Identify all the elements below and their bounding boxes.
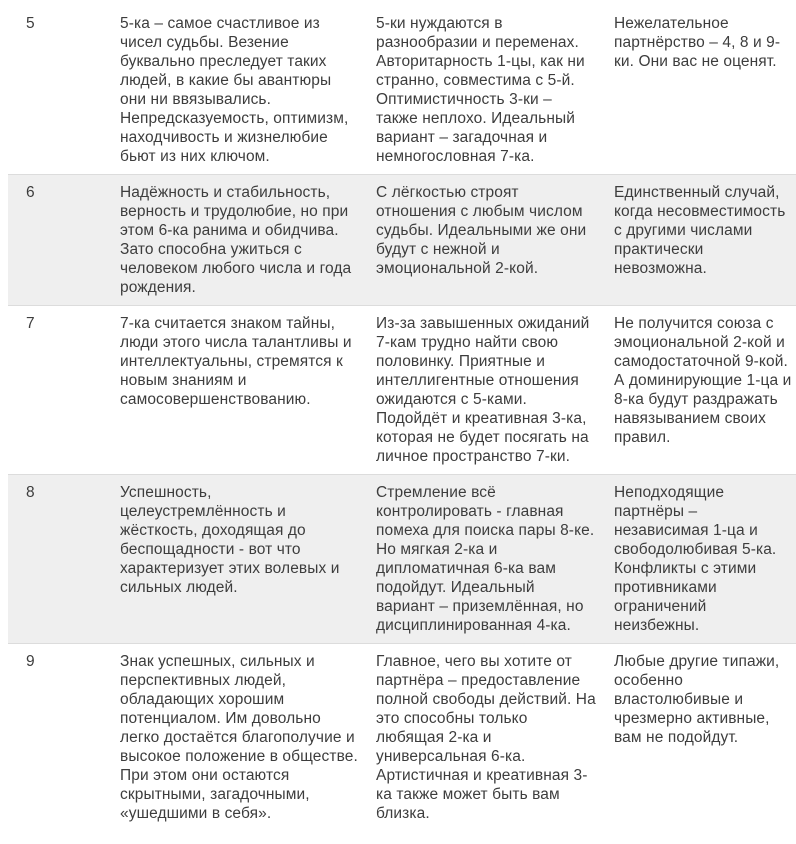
incompatibility-cell [604,644,796,832]
destiny-number-cell [8,644,100,832]
description-cell [100,175,366,306]
numerology-compatibility-table [8,6,796,831]
description-cell [100,475,366,644]
description-cell [100,6,366,175]
table-row-8 [8,475,796,644]
description-text: Успешность, целеустремлённость и жёсткость, доходящая до беспощадности - вот что характеризует этих волевых и сильных людей. [120,484,340,596]
destiny-number: 7 [26,315,35,332]
table-row-7 [8,306,796,475]
destiny-number-cell [8,6,100,175]
destiny-number: 8 [26,484,35,501]
compatibility-text: 5-ки нуждаются в разнообразии и переменах. Авторитарность 1-цы, как ни странно, совместима с 5-й. Оптимистичность 3-ки – также неплохо. Идеальный вариант – загадочная и немногословная 7-ка. [376,15,585,165]
incompatibility-cell [604,6,796,175]
table-row-6 [8,175,796,306]
table-row-9 [8,644,796,832]
destiny-number: 5 [26,15,35,32]
destiny-number-cell [8,475,100,644]
description-cell [100,306,366,475]
incompatibility-cell [604,306,796,475]
destiny-number: 9 [26,653,35,670]
description-text: 7-ка считается знаком тайны, люди этого числа талантливы и интеллектуальны, стремятся к новым знаниям и самосовершенствованию. [120,315,352,408]
description-text: Знак успешных, сильных и перспективных людей, обладающих хорошим потенциалом. Им довольно легко достаётся благополучие и высокое положение в обществе. При этом они остаются скрытными, загадочными, «ушедшими в себя». [120,653,358,822]
compatibility-cell [366,475,604,644]
incompatibility-text: Любые другие типажи, особенно властолюбивые и чрезмерно активные, вам не подойдут. [614,653,780,746]
compatibility-cell [366,6,604,175]
incompatibility-text: Единственный случай, когда несовместимость с другими числами практически невозможна. [614,184,786,277]
incompatibility-text: Не получится союза с эмоциональной 2-кой и самодостаточной 9-кой. А доминирующие 1-ца и 8-ка будут раздражать навязыванием своих правил. [614,315,792,446]
description-text: Надёжность и стабильность, верность и трудолюбие, но при этом 6-ка ранима и обидчива. Зато способна ужиться с человеком любого числа и года рождения. [120,184,352,296]
compatibility-text: Стремление всё контролировать - главная помеха для поиска пары 8-ке. Но мягкая 2-ка и дипломатичная 6-ка вам подойдут. Идеальный вариант – приземлённая, но дисциплинированная 4-ка. [376,484,595,634]
compatibility-text: С лёгкостью строят отношения с любым числом судьбы. Идеальными же они будут с нежной и эмоциональной 2-кой. [376,184,587,277]
compatibility-cell [366,644,604,832]
compatibility-cell [366,175,604,306]
description-text: 5-ка – самое счастливое из чисел судьбы. Везение буквально преследует таких людей, в какие бы авантюры они ни ввязывались. Непредсказуемость, оптимизм, находчивость и жизнелюбие бьют из них ключом. [120,15,349,165]
compatibility-cell [366,306,604,475]
incompatibility-text: Нежелательное партнёрство – 4, 8 и 9-ки. Они вас не оценят. [614,15,781,70]
destiny-number-cell [8,175,100,306]
incompatibility-text: Неподходящие партнёры – независимая 1-ца и свободолюбивая 5-ка. Конфликты с этими противниками ограничений неизбежны. [614,484,777,634]
incompatibility-cell [604,175,796,306]
compatibility-text: Из-за завышенных ожиданий 7-кам трудно найти свою половинку. Приятные и интеллигентные отношения ожидаются с 5-ками. Подойдёт и креативная 3-ка, которая не будет посягать на личное пространство 7-ки. [376,315,590,465]
destiny-number-cell [8,306,100,475]
incompatibility-cell [604,475,796,644]
description-cell [100,644,366,832]
destiny-number: 6 [26,184,35,201]
compatibility-text: Главное, чего вы хотите от партнёра – предоставление полной свободы действий. На это способны только любящая 2-ка и универсальная 6-ка. Артистичная и креативная 3-ка также может быть вам близка. [376,653,596,822]
table-row-5 [8,6,796,175]
